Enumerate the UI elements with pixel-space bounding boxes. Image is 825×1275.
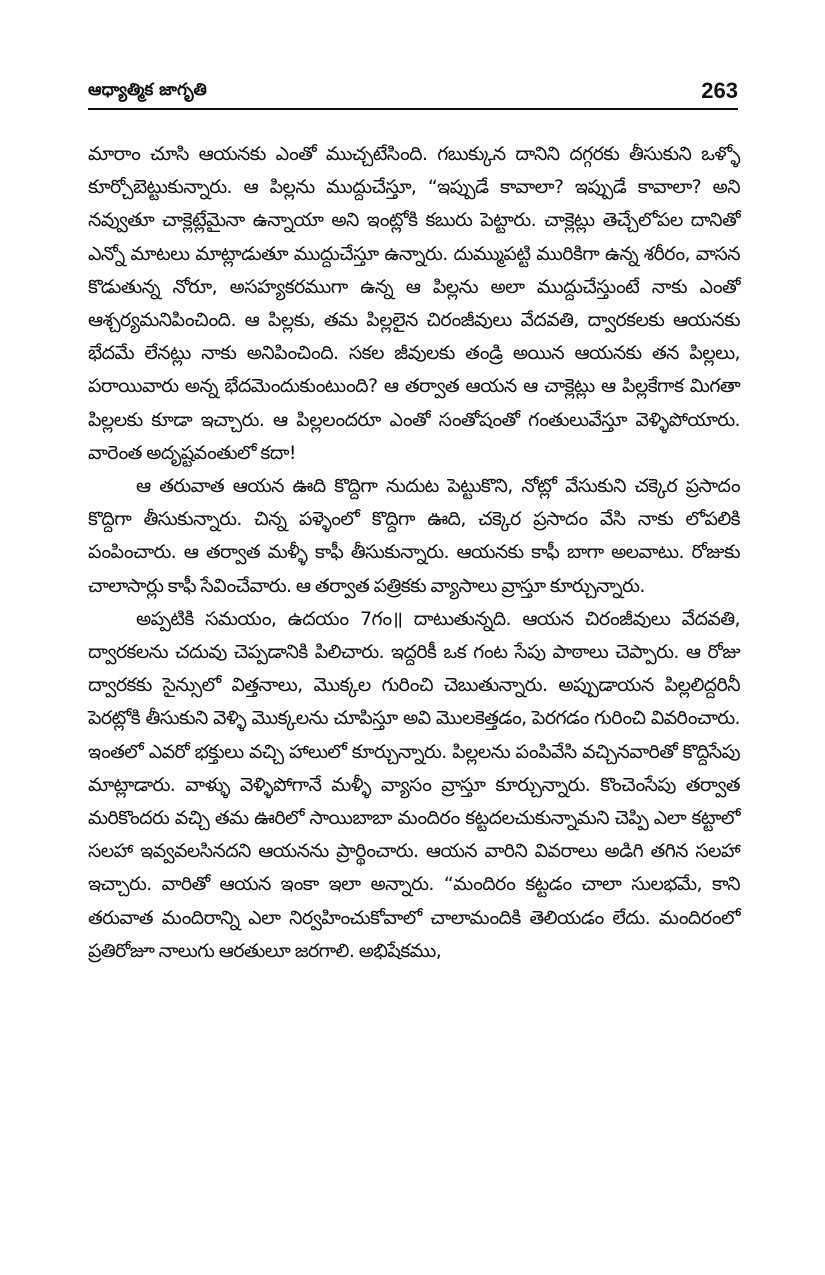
- book-title: ఆధ్యాత్మిక జాగృతి: [88, 80, 207, 100]
- paragraph: మారాం చూసి ఆయనకు ఎంతో ముచ్చటేసింది. గబుక్కున దానిని దగ్గరకు తీసుకుని ఒళ్ళో కూర్చోబెట్టుకున్నారు. ఆ పిల్లను ముద్దుచేస్తూ, “ఇప్పుడే కావాలా? ఇప్పుడే కావాలా? అని నవ్వుతూ చాక్లెట్లేమైనా ఉన్నాయా అని ఇంట్లోకి కబురు పెట్టారు. చాక్లెట్లు తెచ్చేలోపల దానితో ఎన్నో మాటలు మాట్లాడుతూ ముద్దుచేస్తూ ఉన్నారు. దుమ్ముపట్టి మురికిగా ఉన్న శరీరం, వాసన కొడుతున్న నోరూ, అసహ్యకరముగా ఉన్న ఆ పిల్లను అలా ముద్దుచేస్తుంటే నాకు ఎంతో ఆశ్చర్యమనిపించింది. ఆ పిల్లకు, తమ పిల్లలైన చిరంజీవులు వేదవతి, ద్వారకలకు ఆయనకు భేదమే లేనట్లు నాకు అనిపించింది. సకల జీవులకు తండ్రి అయిన ఆయనకు తన పిల్లలు, పరాయివారు అన్న భేదమెందుకుంటుంది? ఆ తర్వాత ఆయన ఆ చాక్లెట్లు ఆ పిల్లకేగాక మిగతా పిల్లలకు కూడా ఇచ్చారు. ఆ పిల్లలందరూ ఎంతో సంతోషంతో గంతులువేస్తూ వెళ్ళిపోయారు. వారెంత అదృష్టవంతులో కదా!: [88, 143, 740, 464]
- running-header: [88, 78, 738, 108]
- paragraph: ఆ తరువాత ఆయన ఊది కొద్దిగా నుదుట పెట్టుకొని, నోట్లో వేసుకుని చక్కెర ప్రసాదం కొద్దిగా తీసుకున్నారు. చిన్న పళ్ళెంలో కొద్దిగా ఊది, చక్కెర ప్రసాదం వేసి నాకు లోపలికి పంపించారు. ఆ తర్వాత మళ్ళీ కాఫీ తీసుకున్నారు. ఆయనకు కాఫీ బాగా అలవాటు. రోజుకు చాలాసార్లు కాఫీ సేవించేవారు. ఆ తర్వాత పత్రికకు వ్యాసాలు వ్రాస్తూ కూర్చున్నారు.: [88, 475, 740, 597]
- page-number: 263: [701, 78, 738, 103]
- paragraph: అప్పటికి సమయం, ఉదయం 7గం॥ దాటుతున్నది. ఆయన చిరంజీవులు వేదవతి, ద్వారకలను చదువు చెప్పడానికి పిలిచారు. ఇద్దరికీ ఒక గంట సేపు పాఠాలు చెప్పారు. ఆ రోజు ద్వారకకు సైన్సులో విత్తనాలు, మొక్కల గురించి చెబుతున్నారు. అప్పుడాయన పిల్లలిద్దరినీ పెరట్లోకి తీసుకుని వెళ్ళి మొక్కలను చూపిస్తూ అవి మొలకెత్తడం, పెరగడం గురించి వివరించారు. ఇంతలో ఎవరో భక్తులు వచ్చి హాలులో కూర్చున్నారు. పిల్లలను పంపివేసి వచ్చినవారితో కొద్దిసేపు మాట్లాడారు. వాళ్ళు వెళ్ళిపోగానే మళ్ళీ వ్యాసం వ్రాస్తూ కూర్చున్నారు. కొంచెంసేపు తర్వాత మరికొందరు వచ్చి తమ ఊరిలో సాయిబాబా మందిరం కట్టదలచుకున్నామని చెప్పి ఎలా కట్టాలో సలహా ఇవ్వవలసినదని ఆయనను ప్రార్థించారు. ఆయన వారిని వివరాలు అడిగి తగిన సలహా ఇచ్చారు. వారితో ఆయన ఇంకా ఇలా అన్నారు. “మందిరం కట్టడం చాలా సులభమే, కాని తరువాత మందిరాన్ని ఎలా నిర్వహించుకోవాలో చాలామందికి తెలియడం లేదు. మందిరంలో ప్రతిరోజూ నాలుగు ఆరతులూ జరగాలి. అభిషేకము,: [88, 607, 740, 962]
- header-rule: [88, 108, 738, 110]
- body-text: [88, 138, 740, 968]
